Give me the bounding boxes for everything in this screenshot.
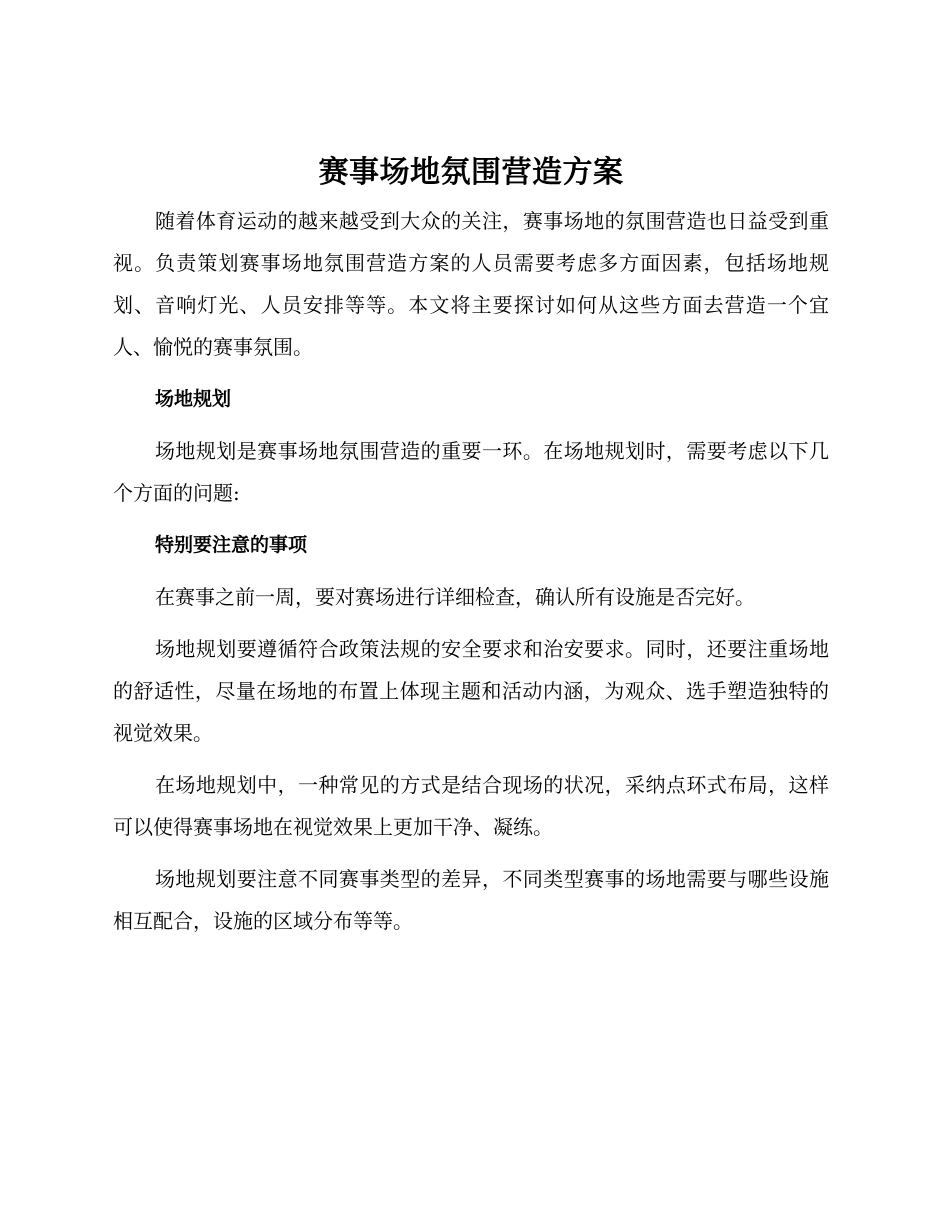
document-body xyxy=(113,146,829,942)
spacer xyxy=(113,754,829,764)
section-intro-paragraph: 场地规划是赛事场地氛围营造的重要一环。在场地规划时，需要考虑以下几个方面的问题: xyxy=(113,439,829,505)
intro-paragraph: 随着体育运动的越来越受到大众的关注，赛事场地的氛围营造也日益受到重视。负责策划赛事场地氛围营造方案的人员需要考虑多方面因素，包括场地规划、音响灯光、人员安排等等。本文将主要探讨如何从这些方面去营造一个宜人、愉悦的赛事氛围。 xyxy=(113,209,829,359)
spacer xyxy=(113,514,829,524)
spacer xyxy=(113,566,829,576)
spacer xyxy=(113,848,829,858)
section-heading: 场地规划 xyxy=(155,388,232,410)
body-paragraph: 场地规划要遵循符合政策法规的安全要求和治安要求。同时，还要注重场地的舒适性，尽量在场地的布置上体现主题和活动内涵，为观众、选手塑造独特的视觉效果。 xyxy=(113,637,829,745)
spacer xyxy=(113,368,829,378)
body-paragraph: 在赛事之前一周，要对赛场进行详细检查，确认所有设施是否完好。 xyxy=(155,585,755,609)
body-paragraph: 场地规划要注意不同赛事类型的差异，不同类型赛事的场地需要与哪些设施相互配合，设施的区域分布等等。 xyxy=(113,867,829,933)
spacer xyxy=(113,618,829,628)
document-title: 赛事场地氛围营造方案 xyxy=(318,155,624,190)
body-paragraph: 在场地规划中，一种常见的方式是结合现场的状况，采纳点环式布局，这样可以使得赛事场地在视觉效果上更加干净、凝练。 xyxy=(113,773,829,839)
spacer xyxy=(113,420,829,430)
subsection-heading: 特别要注意的事项 xyxy=(155,534,308,556)
